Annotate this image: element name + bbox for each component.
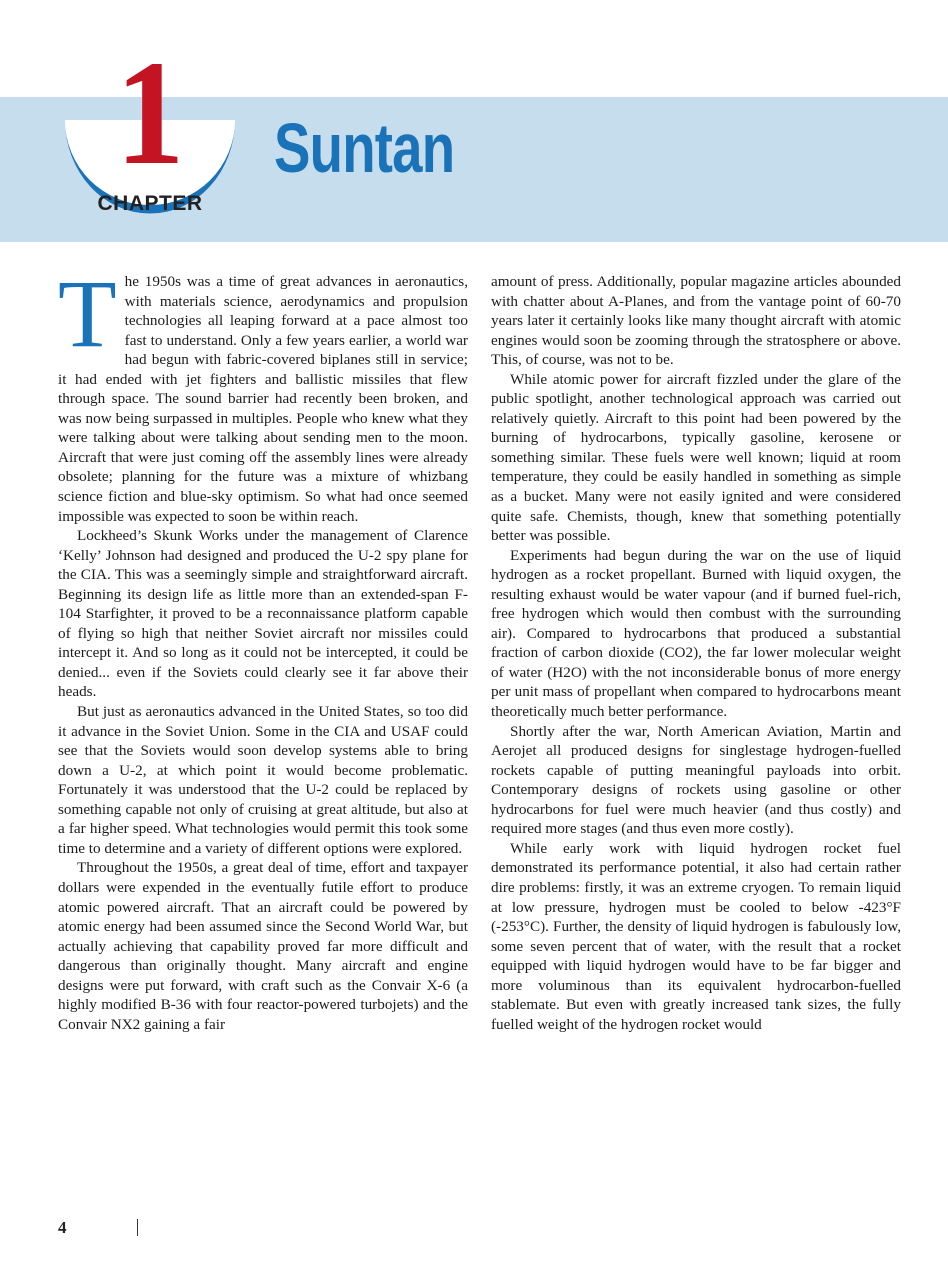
drop-cap: T: [58, 260, 117, 367]
chapter-badge-text: [59, 30, 241, 222]
chapter-number: 1: [115, 30, 185, 196]
footer-divider: [137, 1219, 138, 1236]
right-column: [491, 272, 901, 1034]
paragraph-intro-text: he 1950s was a time of great advances in aeronautics, with materials science, aerodynamics and propulsion technologies all leaping forward at a pace almost too fast to understand. Only a few years earlier, a world war had begun with fabric-covered biplanes still in service; it had ended with jet fighters and ballistic missiles that flew through space. The sound barrier had recently been broken, and was now being surpassed in multiples. People who knew what they were talking about were talking about sending men to the moon. Aircraft that were just coming off the assembly lines were already obsolete; planning for the future was a mixture of whizbang science fiction and blue-sky optimism. So what had once seemed impossible was expected to soon be within reach.: [58, 273, 468, 525]
page-number: 4: [58, 1218, 67, 1237]
paragraph: Throughout the 1950s, a great deal of time, effort and taxpayer dollars were expended in the eventually futile effort to produce atomic powered aircraft. That an aircraft could be powered by atomic energy had been assumed since the Second World War, but actually achieving that capability proved far more difficult and dangerous than originally thought. Many aircraft and engine designs were put forward, with craft such as the Convair X-6 (a highly modified B-36 with four reactor-powered turbojets) and the Convair NX2 gaining a fair: [58, 859, 468, 1033]
paragraph: Shortly after the war, North American Aviation, Martin and Aerojet all produced designs for singlestage hydrogen-fuelled rockets capable of putting meaningful payloads into orbit. Contemporary designs of rockets using gasoline or other hydrocarbons for fuel were much heavier (and thus costly) and required more stages (and thus even more costly).: [491, 722, 901, 838]
paragraph-continued: amount of press. Additionally, popular magazine articles abounded with chatter about A-Planes, and from the vantage point of 60-70 years later it certainly looks like many thought aircraft with atomic engines would soon be zooming through the stratosphere or above. This, of course, was not to be.: [491, 273, 901, 369]
paragraph: While early work with liquid hydrogen rocket fuel demonstrated its performance potential, it also had certain rather dire problems: firstly, it was an extreme cryogen. To remain liquid at low pressure, hydrogen must be cooled to below -423°F (-253°C). Further, the density of liquid hydrogen is fabulously low, some seven percent that of water, with the result that a rocket equipped with liquid hydrogen would have to be far bigger and more voluminous than its equivalent hydrocarbon-fuelled stablemate. But even with greatly increased tank sizes, the fully fuelled weight of the hydrogen rocket would: [491, 839, 901, 1033]
paragraph: But just as aeronautics advanced in the United States, so too did it advance in the Soviet Union. Some in the CIA and USAF could see that the Soviets would soon develop systems able to bring down a U-2, at which point it would become problematic. Fortunately it was understood that the U-2 could be replaced by something capable not only of cruising at great altitude, but also at a far higher speed. What technologies would permit this took some time to determine and a variety of different options were explored.: [58, 703, 468, 857]
chapter-title: Suntan: [274, 109, 455, 187]
paragraph: Experiments had begun during the war on the use of liquid hydrogen as a rocket propellant. Burned with liquid oxygen, the resulting exhaust would be water vapour (and if burned fuel-rich, free hydrogen which would then combust with the surrounding air). Compared to hydrocarbons that produced a substantial fraction of carbon dioxide (CO2), the far lower molecular weight of water (H2O) with the not inconsiderable bonus of more energy per unit mass of propellant when compared to hydrocarbons meant theoretically much better performance.: [491, 546, 901, 721]
left-column: [58, 260, 468, 1034]
paragraph: While atomic power for aircraft fizzled under the glare of the public spotlight, another technological approach was carried out relatively quietly. Aircraft to this point had been powered by the burning of hydrocarbons, typically gasoline, kerosene or something similar. These fuels were well known; liquid at room temperature, they could be easily handled in something as simple as a bucket. Many were not easily ignited and were considered quite safe. Chemists, though, knew that something potentially better was possible.: [491, 370, 901, 545]
paragraph: Lockheed’s Skunk Works under the management of Clarence ‘Kelly’ Johnson had designed and produced the U-2 spy plane for the CIA. This was a seemingly simple and straightforward aircraft. Beginning its design life as little more than an extended-span F-104 Starfighter, it proved to be a reconnaissance platform capable of flying so high that neither Soviet aircraft nor missiles could intercept it. And so long as it could not be intercepted, it could be denied... even if the Soviets could clearly see it far above their heads.: [58, 527, 468, 701]
paragraph-intro: [58, 260, 468, 526]
chapter-label: CHAPTER: [97, 192, 203, 215]
